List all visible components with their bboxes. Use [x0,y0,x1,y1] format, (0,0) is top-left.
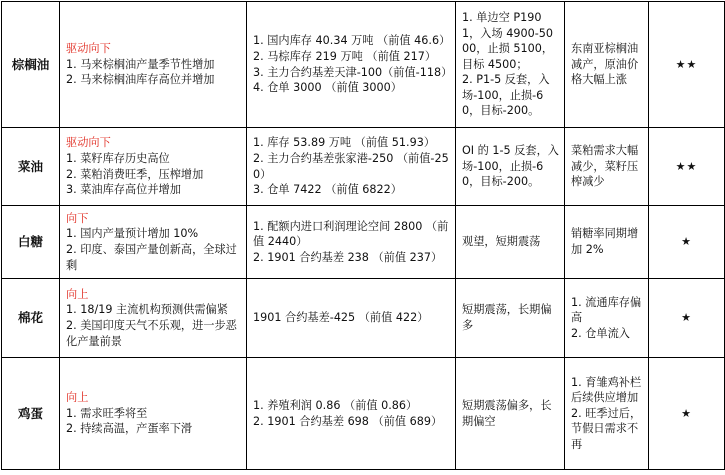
drivers-cell [60,128,247,206]
driver-item: 2. 菜粕消费旺季，压榨增加 [66,167,204,181]
data-cell [247,279,456,358]
rating-stars: ★★ [649,2,725,128]
data-item: 2. 1901 合约基差 238 （前值 237） [253,250,443,264]
direction-label: 驱动向下 [66,42,111,56]
data-item: 4. 仓单 3000 （前值 3000） [253,81,402,95]
strategy-item: 1. 单边空 P1901，入场 4900-5000，止损 5100，目标 4500； [462,10,554,71]
strategy-item: 短期震荡偏多，长期偏空 [462,398,552,428]
drivers-cell [60,279,247,358]
commodity-name: 鸡蛋 [2,358,60,470]
driver-item: 2. 马来棕榈油库存高位并增加 [66,73,215,87]
risk-item: 1. 流通库存偏高 [571,295,642,325]
driver-item: 1. 菜籽库存历史高位 [66,151,170,165]
commodity-name: 菜油 [2,128,60,206]
data-item: 3. 仓单 7422 （前值 6822） [253,183,402,197]
strategy-item: 2. P1-5 反套，入场-100，止损-60，目标-200。 [462,73,550,118]
table-row [2,358,725,470]
commodity-name: 棕榈油 [2,2,60,128]
data-cell [247,358,456,470]
rating-stars: ★ [649,206,725,279]
rating-stars: ★ [649,358,725,470]
driver-item: 2. 美国印度天气不乐观，进一步恶化产量前景 [66,319,237,348]
data-item: 2. 马棕库存 219 万吨 （前值 217） [253,49,437,63]
data-item: 1. 国内库存 40.34 万吨 （前值 46.6） [253,34,451,48]
direction-label: 向上 [66,391,89,405]
drivers-cell [60,206,247,279]
direction-label: 向下 [66,211,89,225]
driver-item: 3. 菜油库存高位并增加 [66,183,181,197]
direction-label: 驱动向下 [66,136,111,150]
risk-item: 2. 旺季过后，节假日需求不再 [571,406,642,451]
risk-item: 2. 仓单流入 [571,326,630,340]
strategy-cell [456,2,565,128]
strategy-item: 观望，短期震荡 [462,235,541,249]
commodity-name: 棉花 [2,279,60,358]
driver-item: 1. 18/19 主流机构预测供需偏紧 [66,303,228,317]
risk-cell [565,358,649,470]
risk-cell [565,206,649,279]
driver-item: 2. 持续高温，产蛋率下滑 [66,422,193,436]
rating-stars: ★★ [649,128,725,206]
strategy-cell [456,128,565,206]
table-row [2,2,725,128]
data-cell [247,206,456,279]
data-cell [247,128,456,206]
table-row [2,206,725,279]
table-row [2,279,725,358]
drivers-cell [60,358,247,470]
risk-item: 东南亚棕榈油减产，原油价格大幅上涨 [571,42,639,87]
driver-item: 2. 印度、泰国产量创新高，全球过剩 [66,243,237,272]
data-item: 1. 库存 53.89 万吨 （前值 51.93） [253,136,436,150]
rating-stars: ★ [649,279,725,358]
data-item: 1901 合约基差-425 （前值 422） [253,311,429,325]
data-item: 2. 1901 合约基差 698 （前值 689） [253,414,443,428]
driver-item: 1. 马来棕榈油产量季节性增加 [66,57,215,71]
commodity-strategy-table [1,1,725,470]
data-item: 2. 主力合约基差张家港-250 （前值-250） [253,151,449,181]
strategy-item: 短期震荡，长期偏多 [462,303,552,332]
risk-cell [565,128,649,206]
data-item: 1. 配额内进口利润理论空间 2800 （前值 2440） [253,219,449,249]
risk-item: 销糖率同期增加 2% [571,227,639,256]
driver-item: 1. 国内产量预计增加 10% [66,227,199,241]
data-item: 3. 主力合约基差天津-100（前值-118） [253,65,453,79]
data-item: 1. 养殖利润 0.86 （前值 0.86） [253,398,418,412]
strategy-item: OI 的 1-5 反套，入场-100，止损-60，目标-200。 [462,144,559,189]
strategy-cell [456,206,565,279]
table-row [2,128,725,206]
strategy-cell [456,279,565,358]
risk-item: 1. 育雏鸡补栏后续供应增加 [571,375,642,405]
data-cell [247,2,456,128]
risk-cell [565,2,649,128]
commodity-name: 白糖 [2,206,60,279]
strategy-cell [456,358,565,470]
risk-cell [565,279,649,358]
direction-label: 向上 [66,287,89,301]
risk-item: 菜粕需求大幅减少，菜籽压榨减少 [571,144,639,189]
drivers-cell [60,2,247,128]
driver-item: 1. 需求旺季将至 [66,406,148,420]
